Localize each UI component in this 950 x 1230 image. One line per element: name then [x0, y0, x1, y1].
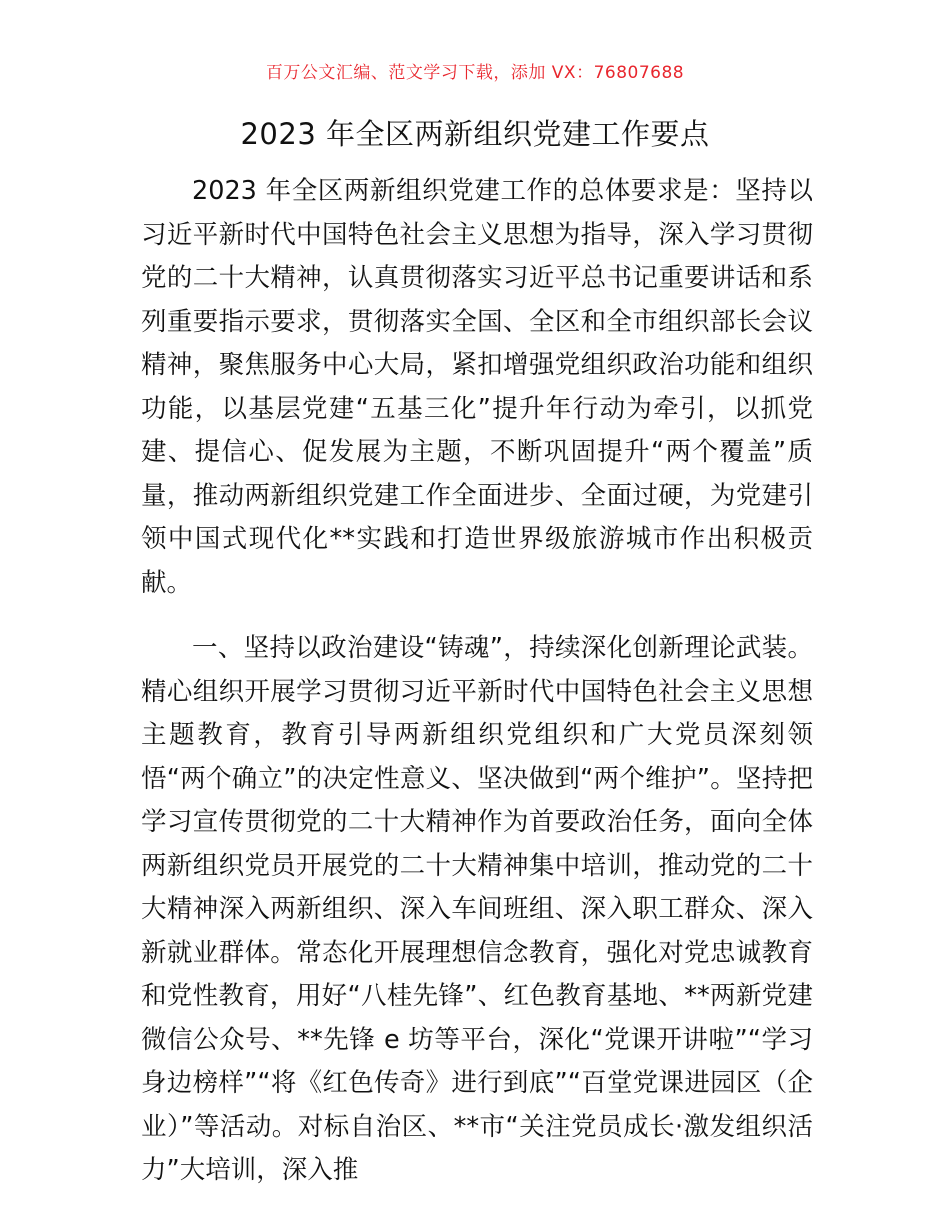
header-note: 百万公文汇编、范文学习下载，添加 VX：76807688	[265, 63, 685, 83]
paragraph-intro: 2023 年全区两新组织党建工作的总体要求是：坚持以习近平新时代中国特色社会主义思想为指导，深入学习贯彻党的二十大精神，认真贯彻落实习近平总书记重要讲话和系列重要指示要求，贯彻落实全国、全区和全市组织部长会议精神，聚焦服务中心大局，紧扣增强党组织政治功能和组织功能，以基层党建“五基三化”提升年行动为牵引，以抓党建、提信心、促发展为主题，不断巩固提升“两个覆盖”质量，推动两新组织党建工作全面进步、全面过硬，为党建引领中国式现代化**实践和打造世界级旅游城市作出积极贡献。	[141, 176, 813, 598]
paragraph-section-1: 一、坚持以政治建设“铸魂”，持续深化创新理论武装。精心组织开展学习贯彻习近平新时代中国特色社会主义思想主题教育，教育引导两新组织党组织和广大党员深刻领悟“两个确立”的决定性意义、坚决做到“两个维护”。坚持把学习宣传贯彻党的二十大精神作为首要政治任务，面向全体两新组织党员开展党的二十大精神集中培训，推动党的二十大精神深入两新组织、深入车间班组、深入职工群众、深入新就业群体。常态化开展理想信念教育，强化对党忠诚教育和党性教育，用好“八桂先锋”、红色教育基地、**两新党建微信公众号、**先锋 e 坊等平台，深化“党课开讲啦”“学习身边榜样”“将《红色传奇》进行到底”“百堂党课进园区（企业）”等活动。对标自治区、**市“关注党员成长·激发组织活力”大培训，深入推	[141, 633, 813, 1185]
document-body	[141, 170, 813, 1193]
document-title: 2023 年全区两新组织党建工作要点	[240, 117, 710, 151]
